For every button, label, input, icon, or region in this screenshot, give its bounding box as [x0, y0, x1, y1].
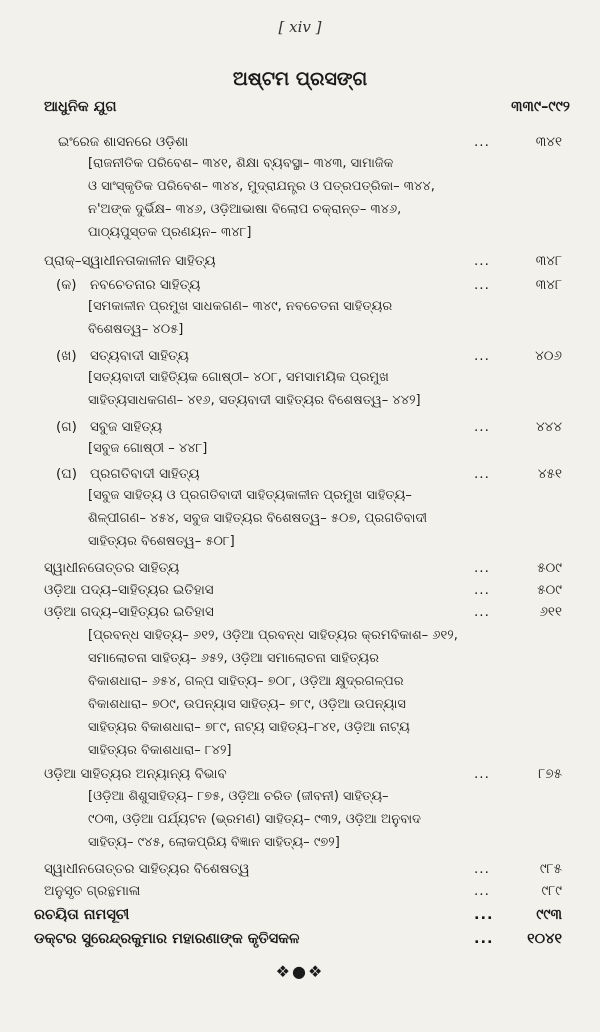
toc-entry-marker: (କ)	[56, 277, 77, 293]
toc-entry-label: ଓଡ଼ିଆ ସାହିତ୍ୟର ଅନ୍ୟାନ୍ୟ ବିଭାବ	[44, 766, 227, 782]
toc-entry-label: ସତ୍ୟବାଦୀ ସାହିତ୍ୟ	[90, 348, 189, 364]
toc-entry-page: ୯୮୯	[541, 883, 562, 899]
toc-leader-dots: ...	[474, 907, 494, 923]
toc-entry-page: ୮୭୫	[538, 766, 562, 782]
toc-entry-page: ୯୯୩	[536, 907, 562, 923]
toc-subentry-line: [ପ୍ରବନ୍ଧ ସାହିତ୍ୟ– ୬୧୨, ଓଡ଼ିଆ ପ୍ରବନ୍ଧ ସାହିତ୍ୟର କ୍ରମବିକାଶ– ୬୧୨,	[88, 628, 458, 643]
toc-entry-label: ପ୍ରାକ୍–ସ୍ୱାଧୀନତାକାଳୀନ ସାହିତ୍ୟ	[44, 253, 216, 269]
toc-subentry-line: ଓ ସାଂସ୍କୃତିକ ପରିବେଶ– ୩୪୪, ମୁଦ୍ରାଯନ୍ତ୍ର ଓ ପତ୍ରପତ୍ରିକା– ୩୪୪,	[88, 179, 435, 194]
toc-entry-page: ୬୧୧	[539, 604, 562, 620]
toc-entry-label: ସ୍ୱାଧୀନତୋତ୍ତର ସାହିତ୍ୟ	[44, 560, 180, 576]
toc-entry-label: ଆଧୁନିକ ଯୁଗ	[44, 99, 117, 115]
toc-entry-page: ୪୦୬	[535, 348, 562, 364]
toc-entry-label: ଇଂରେଜ ଶାସନରେ ଓଡ଼ିଶା	[58, 134, 189, 150]
toc-leader-dots: ...	[474, 931, 494, 947]
toc-entry-page: ୩୪୧	[535, 134, 562, 150]
toc-leader-dots: ...	[474, 277, 490, 293]
toc-subentry-line: [ସବୁଜ ଗୋଷ୍ଠୀ – ୪୪୮]	[88, 441, 208, 456]
toc-subentry-line: ବିଶେଷତ୍ୱ– ୪୦୫]	[88, 322, 184, 337]
toc-subentry-line: ବିକାଶଧାରା– ୭୦୯, ଉପନ୍ୟାସ ସାହିତ୍ୟ– ୭୮୯, ଓଡ଼ିଆ ଉପନ୍ୟାସ	[88, 697, 406, 712]
toc-leader-dots: ...	[474, 253, 490, 269]
toc-subentry-line: ପାଠ୍ୟପୁସ୍ତକ ପ୍ରଣୟନ– ୩୪୮]	[88, 225, 252, 240]
toc-entry-label: ସ୍ୱାଧୀନତୋତ୍ତର ସାହିତ୍ୟର ବିଶେଷତ୍ୱ	[44, 861, 250, 877]
toc-leader-dots: ...	[474, 134, 490, 150]
toc-subentry-line: ବିକାଶଧାରା– ୬୫୪, ଗଳ୍ପ ସାହିତ୍ୟ– ୭୦୮, ଓଡ଼ିଆ କ୍ଷୁଦ୍ରଗଳ୍ପର	[88, 674, 404, 689]
toc-entry-label: ଅନୁସୃତ ଗ୍ରନ୍ଥମାଳା	[44, 883, 141, 899]
toc-subentry-line: ସାହିତ୍ୟସାଧକଗଣ– ୪୧୬, ସତ୍ୟବାଦୀ ସାହିତ୍ୟର ବିଶେଷତ୍ୱ– ୪୪୨]	[88, 393, 421, 408]
toc-subentry-line: [ସତ୍ୟବାଦୀ ସାହିତ୍ୟିକ ଗୋଷ୍ଠୀ– ୪୦୮, ସମସାମୟିକ ପ୍ରମୁଖ	[88, 370, 389, 385]
toc-entry-page: ୩୪୮	[535, 253, 562, 269]
toc-entry-page: ୧୦୪୧	[527, 931, 562, 947]
toc-subentry-line: ସାହିତ୍ୟର ବିଶେଷତ୍ୱ– ୫୦୮]	[88, 534, 235, 549]
toc-entry-page: ୯୮୫	[539, 861, 562, 877]
toc-subentry-line: [ରାଜନୀତିକ ପରିବେଶ– ୩୪୧, ଶିକ୍ଷା ବ୍ୟବସ୍ଥା– ୩୪୩, ସାମାଜିକ	[88, 156, 394, 171]
toc-subentry-line: ନ'ଅଙ୍କ ଦୁର୍ଭିକ୍ଷ– ୩୪୬, ଓଡ଼ିଆଭାଷା ବିଲୋପ ଚକ୍ରାନ୍ତ– ୩୪୬,	[88, 202, 402, 217]
toc-entry-page: ୫୦୯	[537, 560, 562, 576]
chapter-title: ଅଷ୍ଟମ ପ୍ରସଙ୍ଗ	[232, 68, 368, 90]
toc-leader-dots: ...	[474, 582, 490, 598]
toc-leader-dots: ...	[474, 466, 490, 482]
toc-subentry-line: [ସମକାଳୀନ ପ୍ରମୁଖ ସାଧକଗଣ– ୩୪୯, ନବଚେତନା ସାହିତ୍ୟର	[88, 299, 393, 314]
toc-entry-marker: (ଗ)	[56, 419, 77, 435]
toc-entry-page: ୪୪୪	[536, 419, 562, 435]
toc-subentry-line: ସାହିତ୍ୟର ବିକାଶଧାରା– ୮୪୨]	[88, 743, 232, 758]
toc-entry-page: ୫୦୯	[537, 582, 562, 598]
ornament-divider: ❖●❖	[275, 962, 325, 981]
toc-entry-label: ଓଡ଼ିଆ ଗଦ୍ୟ–ସାହିତ୍ୟର ଇତିହାସ	[44, 604, 214, 620]
toc-subentry-line: ସାହିତ୍ୟ– ୯୪୫, ଲୋକପ୍ରିୟ ବିଜ୍ଞାନ ସାହିତ୍ୟ– ୯୭୨]	[88, 835, 340, 850]
toc-leader-dots: ...	[474, 604, 490, 620]
toc-entry-label: ସବୁଜ ସାହିତ୍ୟ	[90, 419, 163, 435]
toc-leader-dots: ...	[474, 419, 490, 435]
toc-leader-dots: ...	[474, 560, 490, 576]
toc-entry-label: ଡକ୍ଟର ସୁରେନ୍ଦ୍ରକୁମାର ମହାରଣାଙ୍କ କୃତିସକଳ	[34, 931, 300, 947]
toc-leader-dots: ...	[474, 766, 490, 782]
toc-leader-dots: ...	[474, 861, 490, 877]
toc-subentry-line: ସମାଲୋଚନା ସାହିତ୍ୟ– ୬୫୨, ଓଡ଼ିଆ ସମାଲୋଚନା ସାହିତ୍ୟର	[88, 651, 379, 666]
toc-entry-page: ୩୩୯–୯୯୨	[511, 99, 570, 115]
toc-subentry-line: [ସବୁଜ ସାହିତ୍ୟ ଓ ପ୍ରଗତିବାଦୀ ସାହିତ୍ୟକାଳୀନ ପ୍ରମୁଖ ସାହିତ୍ୟ–	[88, 488, 412, 503]
toc-leader-dots: ...	[474, 348, 490, 364]
toc-entry-marker: (ଖ)	[56, 348, 77, 364]
toc-entry-label: ଓଡ଼ିଆ ପଦ୍ୟ–ସାହିତ୍ୟର ଇତିହାସ	[44, 582, 214, 598]
toc-subentry-line: [ଓଡ଼ିଆ ଶିଶୁସାହିତ୍ୟ– ୮୭୫, ଓଡ଼ିଆ ଚରିତ (ଜୀବନୀ) ସାହିତ୍ୟ–	[88, 789, 389, 804]
toc-entry-page: ୩୪୮	[535, 277, 562, 293]
toc-subentry-line: ସାହିତ୍ୟର ବିକାଶଧାରା– ୭୮୯, ନାଟ୍ୟ ସାହିତ୍ୟ–୮୪୧, ଓଡ଼ିଆ ନାଟ୍ୟ	[88, 720, 410, 735]
toc-entry-page: ୪୫୧	[537, 466, 562, 482]
toc-entry-label: ପ୍ରଗତିବାଦୀ ସାହିତ୍ୟ	[90, 466, 200, 482]
toc-leader-dots: ...	[474, 883, 490, 899]
toc-entry-marker: (ଘ)	[56, 466, 77, 482]
page-number: [ xiv ]	[278, 18, 322, 36]
toc-subentry-line: ଶିଳ୍ପୀଗଣ– ୪୫୪, ସବୁଜ ସାହିତ୍ୟର ବିଶେଷତ୍ୱ– ୫୦୭, ପ୍ରଗତିବାଦୀ	[88, 511, 428, 526]
toc-entry-label: ନବଚେତନାର ସାହିତ୍ୟ	[90, 277, 201, 293]
toc-subentry-line: ୯୦୩, ଓଡ଼ିଆ ପର୍ଯ୍ୟଟନ (ଭ୍ରମଣ) ସାହିତ୍ୟ– ୯୩୨, ଓଡ଼ିଆ ଅନୁବାଦ	[88, 812, 421, 827]
toc-entry-label: ରଚୟିତା ନାମସୂଚୀ	[34, 907, 130, 923]
